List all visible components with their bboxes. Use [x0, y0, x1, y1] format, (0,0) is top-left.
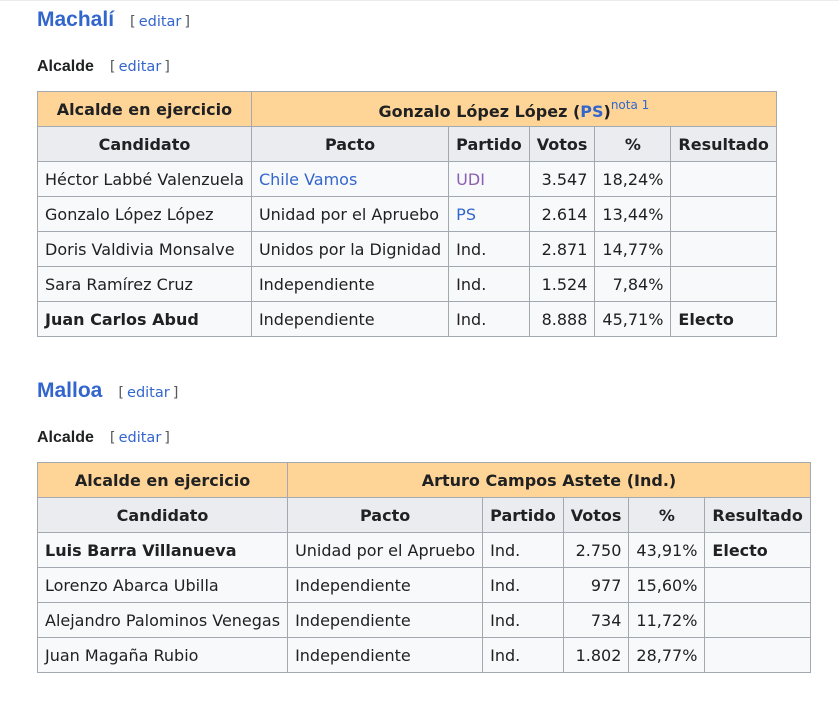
results-table-malloa: [37, 462, 811, 673]
party-cell: Ind.: [449, 232, 530, 267]
incumbent-row: [38, 463, 811, 498]
votes-cell: 1.802: [563, 638, 629, 673]
section-title: Malloa: [37, 379, 103, 402]
incumbent-note-link[interactable]: nota 1: [610, 97, 650, 112]
pct-cell: 14,77%: [595, 232, 671, 267]
candidate-cell: Sara Ramírez Cruz: [38, 267, 252, 302]
party-cell: [449, 162, 530, 197]
party-cell: Ind.: [483, 603, 564, 638]
subsection-title: Alcalde: [37, 429, 94, 446]
pct-cell: 18,24%: [595, 162, 671, 197]
result-cell: [671, 267, 776, 302]
party-link[interactable]: PS: [456, 204, 476, 224]
subsection-title: Alcalde: [37, 58, 94, 75]
section-machali: [37, 8, 777, 337]
pact-cell: [251, 162, 448, 197]
incumbent-name: Arturo Campos Astete (Ind.): [288, 463, 811, 498]
header-resultado: Resultado: [705, 498, 810, 533]
header-pacto: Pacto: [251, 127, 448, 162]
pct-cell: 28,77%: [629, 638, 705, 673]
edit-subsection-link-wrap: [ editar ]: [109, 430, 170, 446]
incumbent-label: Alcalde en ejercicio: [38, 463, 288, 498]
header-partido: Partido: [483, 498, 564, 533]
table-row: [38, 568, 811, 603]
table-row: [38, 533, 811, 568]
table-row: [38, 638, 811, 673]
incumbent-close: ): [603, 101, 611, 121]
pact-cell: Independiente: [251, 302, 448, 337]
pct-cell: 45,71%: [595, 302, 671, 337]
header-resultado: Resultado: [671, 127, 776, 162]
result-cell: [671, 162, 776, 197]
votes-cell: 977: [563, 568, 629, 603]
pact-cell: Unidad por el Apruebo: [288, 533, 483, 568]
table-row: [38, 267, 777, 302]
top-divider: [0, 0, 839, 1]
pact-cell: Independiente: [251, 267, 448, 302]
subsection-heading-row: [37, 429, 811, 453]
table-row: [38, 197, 777, 232]
edit-section-link[interactable]: editar: [138, 14, 182, 30]
incumbent-row: [38, 92, 777, 127]
candidate-cell: Juan Magaña Rubio: [38, 638, 288, 673]
edit-subsection-link[interactable]: editar: [118, 59, 162, 75]
section-heading-row: [37, 8, 777, 38]
header-partido: Partido: [449, 127, 530, 162]
header-row: [38, 127, 777, 162]
votes-cell: 734: [563, 603, 629, 638]
edit-section-link[interactable]: editar: [127, 385, 170, 401]
result-cell: Electo: [671, 302, 776, 337]
candidate-cell: Luis Barra Villanueva: [38, 533, 288, 568]
table-row: [38, 162, 777, 197]
header-candidato: Candidato: [38, 498, 288, 533]
header-row: [38, 498, 811, 533]
pct-cell: 11,72%: [629, 603, 705, 638]
candidate-cell: Gonzalo López López: [38, 197, 252, 232]
pact-cell: Unidad por el Apruebo: [251, 197, 448, 232]
pct-cell: 7,84%: [595, 267, 671, 302]
votes-cell: 2.750: [563, 533, 629, 568]
incumbent-label: Alcalde en ejercicio: [38, 92, 252, 127]
result-cell: [705, 603, 810, 638]
result-cell: [671, 232, 776, 267]
party-cell: Ind.: [449, 267, 530, 302]
party-cell: Ind.: [483, 568, 564, 603]
section-heading-row: [37, 379, 811, 409]
votes-cell: 8.888: [529, 302, 595, 337]
result-cell: Electo: [705, 533, 810, 568]
edit-subsection-link-wrap: [ editar ]: [109, 59, 170, 75]
pact-cell: Unidos por la Dignidad: [251, 232, 448, 267]
candidate-cell: Héctor Labbé Valenzuela: [38, 162, 252, 197]
edit-subsection-link[interactable]: editar: [118, 430, 162, 446]
votes-cell: 1.524: [529, 267, 595, 302]
result-cell: [705, 568, 810, 603]
party-cell: [449, 197, 530, 232]
section-malloa: [37, 379, 811, 673]
candidate-cell: Doris Valdivia Monsalve: [38, 232, 252, 267]
pct-cell: 13,44%: [595, 197, 671, 232]
pact-cell: Independiente: [288, 603, 483, 638]
header-candidato: Candidato: [38, 127, 252, 162]
candidate-cell: Juan Carlos Abud: [38, 302, 252, 337]
pact-link[interactable]: Chile Vamos: [258, 169, 358, 189]
table-row: [38, 302, 777, 337]
party-cell: Ind.: [449, 302, 530, 337]
incumbent-name-cell: [251, 92, 776, 127]
header-pct: %: [595, 127, 671, 162]
votes-cell: 3.547: [529, 162, 595, 197]
header-pacto: Pacto: [288, 498, 483, 533]
pct-cell: 43,91%: [629, 533, 705, 568]
table-row: [38, 603, 811, 638]
result-cell: [705, 638, 810, 673]
incumbent-party-link[interactable]: PS: [580, 101, 604, 121]
pact-cell: Independiente: [288, 568, 483, 603]
table-row: [38, 232, 777, 267]
candidate-cell: Lorenzo Abarca Ubilla: [38, 568, 288, 603]
section-title: Machalí: [37, 8, 115, 31]
pact-cell: Independiente: [288, 638, 483, 673]
results-table-machali: [37, 91, 777, 337]
candidate-cell: Alejandro Palominos Venegas: [38, 603, 288, 638]
pct-cell: 15,60%: [629, 568, 705, 603]
edit-section-link-wrap: [ editar ]: [130, 14, 191, 30]
party-cell: Ind.: [483, 533, 564, 568]
subsection-heading-row: [37, 58, 777, 82]
result-cell: [671, 197, 776, 232]
votes-cell: 2.614: [529, 197, 595, 232]
incumbent-name: Gonzalo López López (: [378, 101, 581, 121]
header-votos: Votos: [529, 127, 595, 162]
edit-section-link-wrap: [ editar ]: [118, 385, 179, 401]
party-cell: Ind.: [483, 638, 564, 673]
party-link[interactable]: UDI: [456, 169, 485, 189]
header-votos: Votos: [563, 498, 629, 533]
votes-cell: 2.871: [529, 232, 595, 267]
header-pct: %: [629, 498, 705, 533]
